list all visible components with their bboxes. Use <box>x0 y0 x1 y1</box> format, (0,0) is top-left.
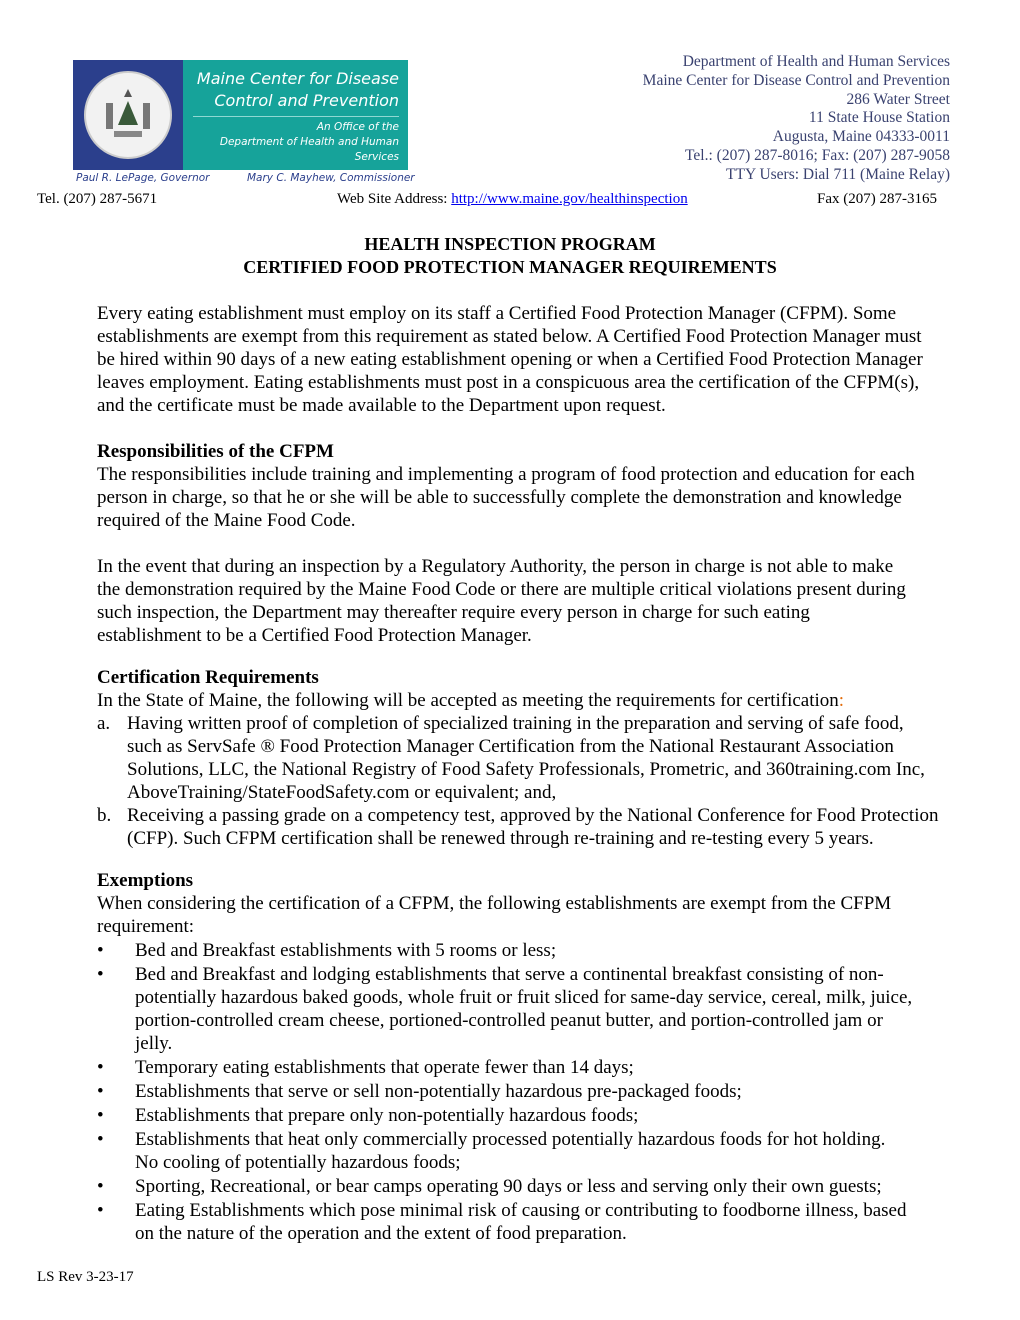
responsibilities-line: person in charge, so that he or she will be able to successfully complete the demonstration and knowledge <box>97 487 902 508</box>
exemption-item <box>97 1056 997 1079</box>
certification-intro <box>97 689 997 712</box>
certification-item-line: such as ServSafe ® Food Protection Manager Certification from the National Restaurant Association <box>127 736 894 757</box>
page-title <box>0 233 1020 279</box>
exemption-item-line: Establishments that prepare only non-potentially hazardous foods; <box>135 1105 639 1126</box>
list-marker: b. <box>97 805 112 826</box>
state-seal-icon <box>84 71 172 159</box>
certification-item <box>97 804 997 850</box>
logo-text-panel <box>183 60 408 170</box>
address-line: 286 Water Street <box>846 90 950 108</box>
exemption-item-line: Establishments that serve or sell non-potentially hazardous pre-packaged foods; <box>135 1081 742 1102</box>
logo-title-2: Control and Prevention <box>214 91 399 110</box>
intro-line: and the certificate must be made available to the Department upon request. <box>97 395 666 416</box>
certification-item-line: AboveTraining/StateFoodSafety.com or equivalent; and, <box>127 782 557 803</box>
exemptions-heading: Exemptions <box>97 870 194 891</box>
exemption-item-line: Sporting, Recreational, or bear camps operating 90 days or less and serving only their own guests; <box>135 1176 882 1197</box>
intro-paragraph <box>97 302 997 417</box>
exemptions-section <box>97 869 997 1246</box>
exemption-item <box>97 1199 997 1245</box>
responsibilities-heading: Responsibilities of the CFPM <box>97 441 334 462</box>
certification-item-line: Solutions, LLC, the National Registry of Food Safety Professionals, Prometric, and 360training.com Inc, <box>127 759 925 780</box>
commissioner-name: Mary C. Mayhew, Commissioner <box>247 172 415 184</box>
responsibilities-section <box>97 440 997 532</box>
certification-heading: Certification Requirements <box>97 667 319 688</box>
responsibilities-line: required of the Maine Food Code. <box>97 510 356 531</box>
website-address <box>337 191 688 208</box>
fax: Fax (207) 287-3165 <box>817 191 937 207</box>
exemption-item-line: Bed and Breakfast establishments with 5 rooms or less; <box>135 940 557 961</box>
state-seal-panel <box>73 60 183 170</box>
certification-item-line: Having written proof of completion of specialized training in the preparation and serving of safe food, <box>127 713 904 734</box>
website-label: Web Site Address: <box>337 191 452 207</box>
exemptions-intro-line: When considering the certification of a CFPM, the following establishments are exempt from the CFPM <box>97 893 892 914</box>
exemption-item-line: portion-controlled cream cheese, portioned-controlled peanut butter, and portion-controlled jam or <box>135 1010 883 1031</box>
list-marker: a. <box>97 713 111 734</box>
address-line: Augusta, Maine 04333-0011 <box>772 128 950 146</box>
certification-intro-colon: : <box>838 690 845 711</box>
exemption-item-line: on the nature of the operation and the extent of food preparation. <box>135 1223 627 1244</box>
intro-line: establishments are exempt from this requirement as stated below. A Certified Food Protection Manager must <box>97 326 922 347</box>
address-line: Tel.: (207) 287-8016; Fax: (207) 287-9058 <box>685 146 950 164</box>
title-line-1: HEALTH INSPECTION PROGRAM <box>364 234 656 254</box>
department-address <box>643 53 950 185</box>
exemption-item <box>97 1175 997 1198</box>
address-line: TTY Users: Dial 711 (Maine Relay) <box>726 165 950 183</box>
logo-title-1: Maine Center for Disease <box>196 69 399 88</box>
intro-line: leaves employment. Eating establishments must post in a conspicuous area the certification of the CFPM(s), <box>97 372 920 393</box>
bullet-icon: • <box>97 1176 104 1197</box>
bullet-icon: • <box>97 1105 104 1126</box>
responsibilities-text <box>97 463 997 532</box>
bullet-icon: • <box>97 1200 104 1221</box>
exemption-item-line: Establishments that heat only commercially processed potentially hazardous foods for hot holding. <box>135 1129 886 1150</box>
address-line: Department of Health and Human Services <box>682 53 950 70</box>
intro-line: be hired within 90 days of a new eating establishment opening or when a Certified Food Protection Manager <box>97 349 923 370</box>
telephone: Tel. (207) 287-5671 <box>37 191 158 207</box>
exemption-item-line: Eating Establishments which pose minimal risk of causing or contributing to foodborne illness, based <box>135 1200 907 1221</box>
certification-list <box>97 712 997 850</box>
event-line: In the event that during an inspection by a Regulatory Authority, the person in charge is not able to make <box>97 556 894 577</box>
exemptions-intro <box>97 892 997 938</box>
exemption-item <box>97 1104 997 1127</box>
certification-item <box>97 712 997 804</box>
certification-section <box>97 666 997 850</box>
intro-line: Every eating establishment must employ on its staff a Certified Food Protection Manager (CFPM). Some <box>97 303 897 324</box>
responsibilities-line: The responsibilities include training and implementing a program of food protection and education for each <box>97 464 915 485</box>
governor-name: Paul R. LePage, Governor <box>76 172 210 184</box>
exemptions-list <box>97 939 997 1245</box>
exemption-item <box>97 1128 997 1174</box>
exemption-item-line: Bed and Breakfast and lodging establishments that serve a continental breakfast consisting of non- <box>135 964 884 985</box>
exemptions-intro-line: requirement: <box>97 916 195 937</box>
event-line: such inspection, the Department may thereafter require every person in charge for such eating <box>97 602 810 623</box>
title-line-2: CERTIFIED FOOD PROTECTION MANAGER REQUIREMENTS <box>243 257 777 277</box>
bullet-icon: • <box>97 1129 104 1150</box>
exemption-item-line: potentially hazardous baked goods, whole fruit or fruit sliced for same-day service, cereal, milk, juice, <box>135 987 913 1008</box>
exemption-item-line: No cooling of potentially hazardous foods; <box>135 1152 461 1173</box>
address-line: Maine Center for Disease Control and Prevention <box>642 71 950 89</box>
exemption-item <box>97 963 997 1055</box>
maine-cdc-logo <box>73 60 408 170</box>
bullet-icon: • <box>97 1057 104 1078</box>
certification-item-line: (CFP). Such CFPM certification shall be renewed through re-training and re-testing every 5 years. <box>127 828 874 849</box>
logo-sub-1: An Office of the <box>316 121 399 133</box>
exemption-item-line: Temporary eating establishments that operate fewer than 14 days; <box>135 1057 634 1078</box>
certification-intro-text: In the State of Maine, the following will be accepted as meeting the requirements for certification <box>97 690 839 711</box>
bullet-icon: • <box>97 940 104 961</box>
exemption-item <box>97 1080 997 1103</box>
logo-sub-2: Department of Health and Human Services <box>219 136 399 163</box>
event-line: establishment to be a Certified Food Protection Manager. <box>97 625 532 646</box>
exemption-item <box>97 939 997 962</box>
address-line: 11 State House Station <box>808 109 950 127</box>
event-line: the demonstration required by the Maine Food Code or there are multiple critical violations present during <box>97 579 906 600</box>
event-paragraph <box>97 555 997 647</box>
website-link[interactable]: http://www.maine.gov/healthinspection <box>451 191 688 207</box>
certification-item-line: Receiving a passing grade on a competency test, approved by the National Conference for Food Protection <box>127 805 939 826</box>
revision-footer: LS Rev 3-23-17 <box>37 1269 134 1285</box>
exemption-item-line: jelly. <box>135 1033 173 1054</box>
bullet-icon: • <box>97 964 104 985</box>
bullet-icon: • <box>97 1081 104 1102</box>
